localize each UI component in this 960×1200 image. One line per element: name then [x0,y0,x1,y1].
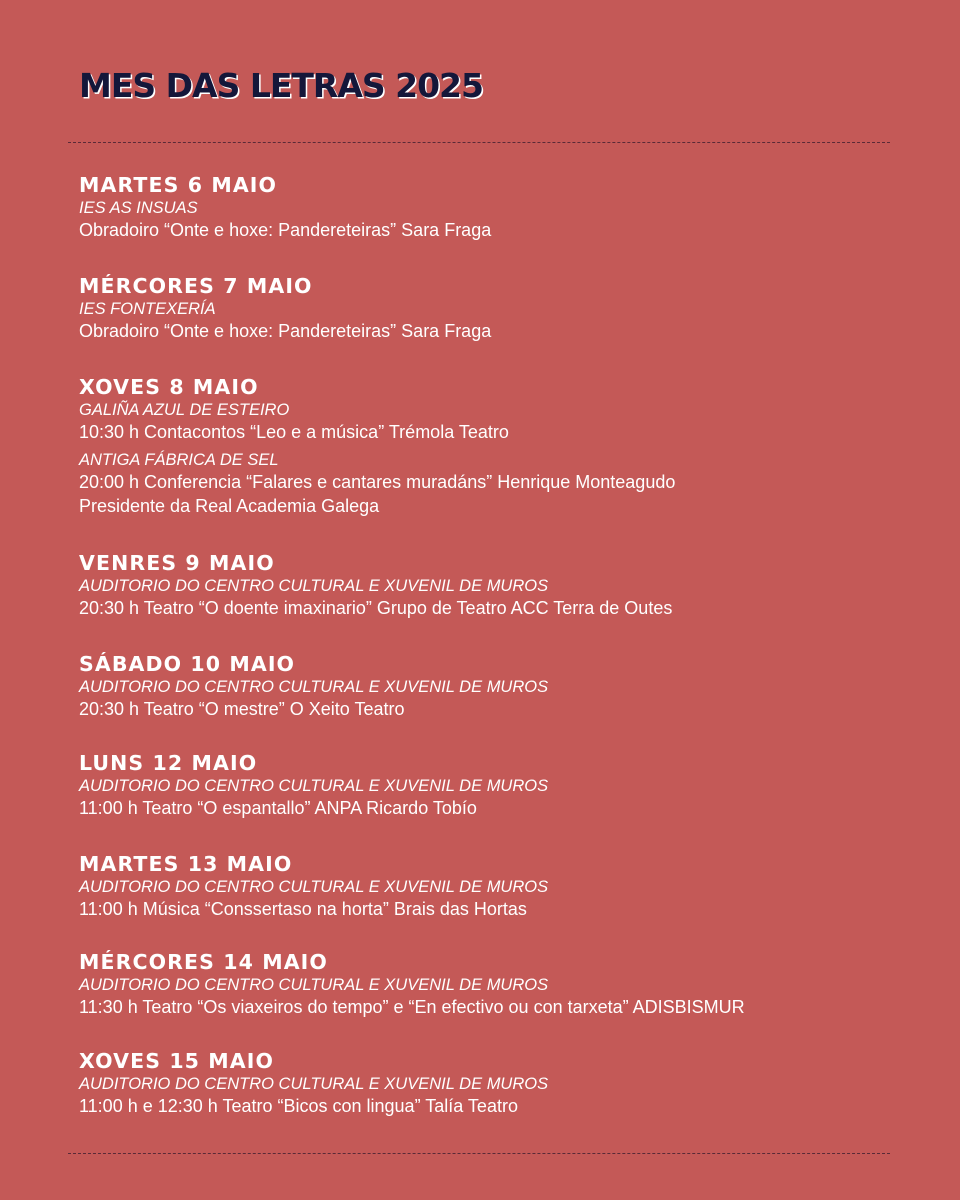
event-day: VENRES 9 MAIO [79,551,275,575]
event-day: XOVES 15 MAIO [79,1049,275,1073]
event-day: SÁBADO 10 MAIO [79,652,296,676]
bottom-dashed-divider [68,1153,890,1154]
event-day: LUNS 12 MAIO [79,751,258,775]
event-description: 11:00 h Teatro “O espantallo” ANPA Ricardo Tobío [79,798,477,818]
event-item [79,550,920,620]
event-venue: GALIÑA AZUL DE ESTEIRO [79,401,290,419]
event-item [79,851,920,921]
event-description: 11:00 h e 12:30 h Teatro “Bicos con lingua” Talía Teatro [79,1096,518,1116]
event-item [79,172,920,242]
event-day: MARTES 6 MAIO [79,173,278,197]
event-venue: AUDITORIO DO CENTRO CULTURAL E XUVENIL DE MUROS [79,777,549,795]
event-description: Obradoiro “Onte e hoxe: Pandereteiras” Sara Fraga [79,220,492,240]
event-description: 11:00 h Música “Conssertaso na horta” Brais das Hortas [79,899,527,919]
event-venue: AUDITORIO DO CENTRO CULTURAL E XUVENIL DE MUROS [79,878,549,896]
event-venue: IES FONTEXERÍA [79,300,216,318]
event-description: 11:30 h Teatro “Os viaxeiros do tempo” e “En efectivo ou con tarxeta” ADISBISMUR [79,997,745,1017]
event-venue-second: ANTIGA FÁBRICA DE SEL [79,451,279,469]
event-item [79,750,920,820]
event-venue: AUDITORIO DO CENTRO CULTURAL E XUVENIL DE MUROS [79,1075,549,1093]
event-description: 20:30 h Teatro “O mestre” O Xeito Teatro [79,699,405,719]
event-description: Obradoiro “Onte e hoxe: Pandereteiras” Sara Fraga [79,321,492,341]
event-description: 10:30 h Contacontos “Leo e a música” Trémola Teatro [79,422,509,442]
event-item [79,374,920,518]
top-dashed-divider [68,142,890,143]
event-item [79,1048,920,1118]
event-item [79,651,920,721]
event-venue: AUDITORIO DO CENTRO CULTURAL E XUVENIL DE MUROS [79,678,549,696]
event-venue: IES AS INSUAS [79,199,198,217]
event-description: 20:30 h Teatro “O doente imaxinario” Grupo de Teatro ACC Terra de Outes [79,598,673,618]
event-description-second-line: Presidente da Real Academia Galega [79,496,380,516]
event-venue: AUDITORIO DO CENTRO CULTURAL E XUVENIL DE MUROS [79,577,549,595]
event-day: MÉRCORES 7 MAIO [79,274,313,298]
event-day: XOVES 8 MAIO [79,375,259,399]
event-venue: AUDITORIO DO CENTRO CULTURAL E XUVENIL DE MUROS [79,976,549,994]
event-day: MÉRCORES 14 MAIO [79,950,328,974]
event-description-second: 20:00 h Conferencia “Falares e cantares muradáns” Henrique Monteagudo [79,472,676,492]
event-item [79,273,920,343]
page-title: MES DAS LETRAS 2025 [79,66,483,105]
event-item [79,949,920,1019]
event-day: MARTES 13 MAIO [79,852,293,876]
